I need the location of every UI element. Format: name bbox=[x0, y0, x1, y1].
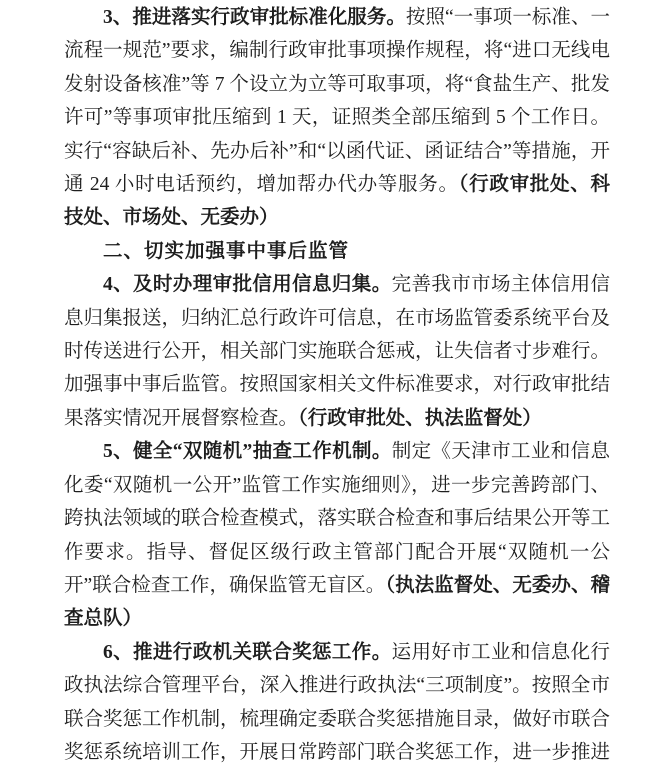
item-5-title: 5、健全“双随机”抽查工作机制。 bbox=[103, 441, 392, 463]
item-6-body: 运用好市工业和信息化行政执法综合管理平台，深入推进行政执法“三项制度”。按照全市联合奖惩工作机制，梳理确定委联合奖惩措施目录，做好市联合奖惩系统培训工作，开展日常跨部门联合奖惩工作，进一步推进 bbox=[64, 641, 611, 763]
item-4-body: 完善我市市场主体信用信息归集报送，归纳汇总行政许可信息，在市场监管委系统平台及时传送进行公开，相关部门实施联合惩戒，让失信者寸步难行。加强事中事后监管。按照国家相关文件标准要求，对行政审批结果落实情况开展督察检查。 bbox=[64, 274, 611, 429]
section-heading-2-text: 二、切实加强事中事后监管 bbox=[103, 239, 350, 262]
item-6-title: 6、推进行政机关联合奖惩工作。 bbox=[103, 641, 392, 663]
item-3-title: 3、推进落实行政审批标准化服务。 bbox=[103, 7, 406, 28]
paragraph-item-3 bbox=[64, 1, 610, 235]
item-3-body: 按照“一事项一标准、一流程一规范”要求，编制行政审批事项操作规程，将“进口无线电发射设备核准”等 7 个设立为立等可取事项，将“食盐生产、批发许可”等事项审批压缩到 1 天，证照类全部压缩到 5 个工作日。实行“容缺后补、先办后补”和“以函代证、函证结合”等措施，开通 24 小时电话预约，增加帮办代办等服务。 bbox=[64, 7, 610, 196]
item-4-title: 4、及时办理审批信用信息归集。 bbox=[103, 274, 392, 296]
section-heading-2 bbox=[64, 235, 610, 268]
paragraph-item-4 bbox=[64, 268, 610, 435]
paragraph-item-5 bbox=[64, 435, 610, 635]
paragraph-item-6 bbox=[64, 636, 610, 770]
item-3-responsible-departments: （行政审批处、科技处、市场处、无委办） bbox=[64, 174, 610, 229]
item-5-responsible-departments: （执法监督处、无委办、稽查总队） bbox=[64, 574, 610, 630]
item-5-body: 制定《天津市工业和信息化委“双随机一公开”监管工作实施细则》，进一步完善跨部门、跨执法领域的联合检查模式，落实联合检查和事后结果公开等工作要求。指导、督促区级行政主管部门配合开展“双随机一公开”联合检查工作，确保监管无盲区。 bbox=[64, 441, 611, 596]
item-4-responsible-departments: （行政审批处、执法监督处） bbox=[298, 407, 542, 429]
